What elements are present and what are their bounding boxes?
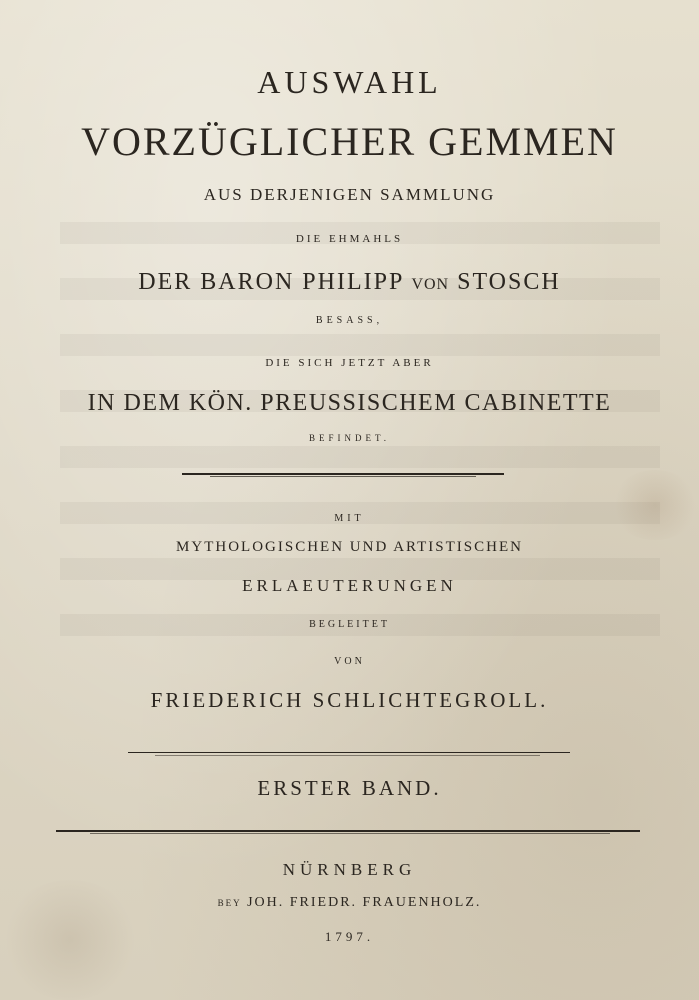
subtitle-begleitet: BEGLEITET [309,619,390,630]
subtitle-mythologischen: MYTHOLOGISCHEN UND ARTISTISCHEN [176,539,523,555]
cabinet-line: IN DEM KÖN. PREUSSISCHEM CABINETTE [87,390,612,416]
subtitle-besass: BESASS, [315,315,384,326]
subtitle-mit: MIT [334,513,365,524]
volume-label: ERSTER BAND. [257,776,442,800]
subtitle-erlaeuterungen: ERLAEUTERUNGEN [242,576,457,595]
subtitle-sammlung: AUS DERJENIGEN SAMMLUNG [203,185,496,204]
collector-name-part: DER BARON PHILIPP [138,269,412,295]
subtitle-jetzt: DIE SICH JETZT ABER [265,357,434,369]
collector-name-part: STOSCH [449,269,561,295]
collector-name-particle: VON [411,276,450,293]
imprint-year: 1797. [324,929,375,944]
imprint-publisher-prefix: BEY [217,898,242,908]
divider-rule [56,830,640,832]
collector-name [0,270,699,294]
divider-rule [210,476,476,477]
divider-rule [182,473,504,475]
subtitle-von: VON [334,656,365,667]
subtitle-ehmahls: DIE EHMAHLS [295,233,404,245]
imprint-publisher [0,896,699,910]
divider-rule [155,755,540,756]
title-line-gemmen: VORZÜGLICHER GEMMEN [81,119,618,164]
divider-rule [128,752,570,753]
paper-stain [610,470,699,540]
title-line-auswahl: AUSWAHL [257,64,442,100]
subtitle-befindet: BEFINDET. [308,433,391,443]
imprint-place: NÜRNBERG [282,860,417,879]
author-name: FRIEDERICH SCHLICHTEGROLL. [150,688,549,712]
imprint-publisher-name: JOH. FRIEDR. FRAUENHOLZ. [241,895,482,910]
divider-rule [90,833,610,834]
